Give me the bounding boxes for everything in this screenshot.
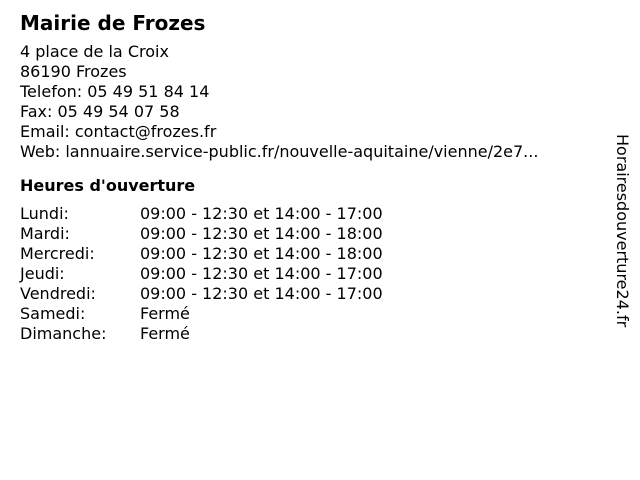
day-label: Mardi: [20,224,70,243]
page-title: Mairie de Frozes [20,11,206,35]
day-hours: 09:00 - 12:30 et 14:00 - 17:00 [140,284,383,303]
day-label: Samedi: [20,304,86,323]
day-label: Lundi: [20,204,69,223]
hours-row-friday [20,284,600,304]
address-line-1: 4 place de la Croix [20,42,169,61]
hours-heading: Heures d'ouverture [20,176,196,195]
address-line-2: 86190 Frozes [20,62,127,81]
day-hours: 09:00 - 12:30 et 14:00 - 18:00 [140,224,383,243]
business-card [20,10,600,344]
day-label: Jeudi: [20,264,65,283]
day-hours: Fermé [140,304,190,323]
day-hours: 09:00 - 12:30 et 14:00 - 18:00 [140,244,383,263]
day-label: Vendredi: [20,284,96,303]
hours-row-sunday [20,324,600,344]
hours-row-saturday [20,304,600,324]
day-hours: 09:00 - 12:30 et 14:00 - 17:00 [140,204,383,223]
phone-line: Telefon: 05 49 51 84 14 [20,82,210,101]
fax-line: Fax: 05 49 54 07 58 [20,102,180,121]
hours-row-wednesday [20,244,600,264]
hours-row-monday [20,204,600,224]
email-line: Email: contact@frozes.fr [20,122,217,141]
day-hours: 09:00 - 12:30 et 14:00 - 17:00 [140,264,383,283]
day-label: Mercredi: [20,244,95,263]
hours-table [20,204,600,344]
day-label: Dimanche: [20,324,107,343]
web-line: Web: lannuaire.service-public.fr/nouvelle-aquitaine/vienne/2e7... [20,142,539,161]
hours-row-thursday [20,264,600,284]
day-hours: Fermé [140,324,190,343]
hours-row-tuesday [20,224,600,244]
site-watermark: Horairesdouverture24.fr [613,134,632,328]
